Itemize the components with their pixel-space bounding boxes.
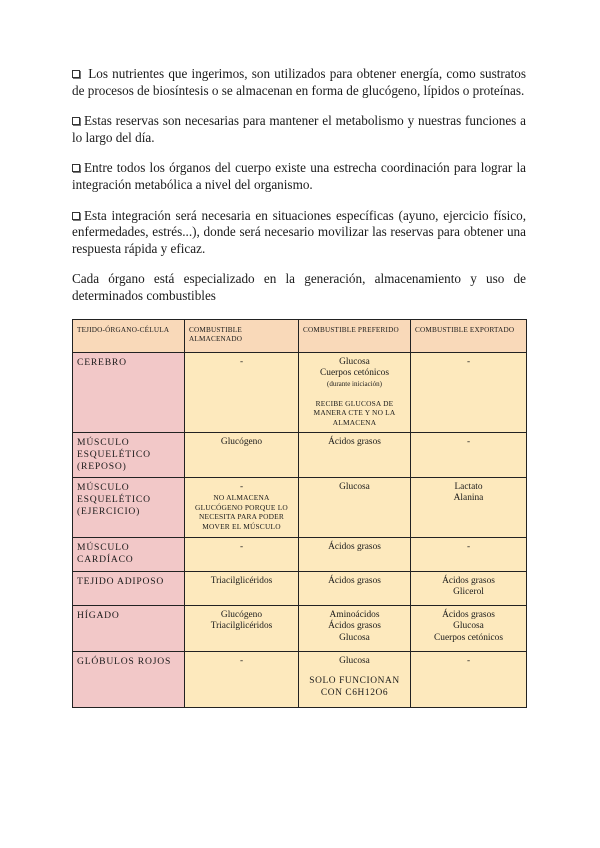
organ-cell: HÍGADO xyxy=(73,605,185,651)
checkbox-bullet-icon xyxy=(72,164,80,172)
preferred-cell: Ácidos grasos xyxy=(299,571,411,605)
fuel-table xyxy=(72,319,527,708)
table-row xyxy=(73,352,527,432)
checkbox-bullet-icon xyxy=(72,212,80,220)
table-row xyxy=(73,477,527,537)
preferred-cell: Glucosa xyxy=(299,477,411,537)
exported-cell: Ácidos grasos Glicerol xyxy=(411,571,527,605)
table-row xyxy=(73,605,527,651)
header-tissue: TEJIDO-ÓRGANO-CÉLULA xyxy=(73,319,185,352)
checkbox-bullet-icon xyxy=(72,70,80,78)
checkbox-bullet-icon xyxy=(72,117,80,125)
organ-cell: GLÓBULOS ROJOS xyxy=(73,651,185,707)
exported-cell: Lactato Alanina xyxy=(411,477,527,537)
header-stored: COMBUSTIBLE ALMACENADO xyxy=(185,319,299,352)
exported-cell: - xyxy=(411,432,527,477)
stored-cell: - xyxy=(185,537,299,571)
intro-text: Cada órgano está especializado en la generación, almacenamiento y uso de determinados combustibles xyxy=(72,271,526,303)
preferred-cell: Ácidos grasos xyxy=(299,537,411,571)
header-preferred: COMBUSTIBLE PREFERIDO xyxy=(299,319,411,352)
stored-cell: Triacilglicéridos xyxy=(185,571,299,605)
table-header-row xyxy=(73,319,527,352)
paragraph-2: Estas reservas son necesarias para mantener el metabolismo y nuestras funciones a lo largo del día. xyxy=(72,113,526,145)
exported-cell: Ácidos grasos Glucosa Cuerpos cetónicos xyxy=(411,605,527,651)
table-row xyxy=(73,537,527,571)
organ-cell: CEREBRO xyxy=(73,352,185,432)
preferred-cell: Aminoácidos Ácidos grasos Glucosa xyxy=(299,605,411,651)
document-page xyxy=(72,66,526,708)
table-row xyxy=(73,571,527,605)
paragraph-4: Esta integración será necesaria en situaciones específicas (ayuno, ejercicio físico, enfermedades, estrés...), donde será necesario movilizar las reservas para obtener una respuesta rápida y eficaz. xyxy=(72,207,526,256)
stored-cell: - NO ALMACENA GLUCÓGENO PORQUE LO NECESITA PARA PODER MOVER EL MÚSCULO xyxy=(185,477,299,537)
header-exported: COMBUSTIBLE EXPORTADO xyxy=(411,319,527,352)
exported-cell: - xyxy=(411,352,527,432)
organ-cell: MÚSCULO ESQUELÉTICO (REPOSO) xyxy=(73,432,185,477)
stored-cell: - xyxy=(185,352,299,432)
table-row xyxy=(73,432,527,477)
preferred-cell: Glucosa SOLO FUNCIONAN CON C6H12O6 xyxy=(299,651,411,707)
organ-cell: TEJIDO ADIPOSO xyxy=(73,571,185,605)
organ-cell: MÚSCULO CARDÍACO xyxy=(73,537,185,571)
exported-cell: - xyxy=(411,537,527,571)
exported-cell: - xyxy=(411,651,527,707)
preferred-cell: Ácidos grasos xyxy=(299,432,411,477)
preferred-cell: Glucosa Cuerpos cetónicos (durante iniciación) RECIBE GLUCOSA DE MANERA CTE Y NO LA ALMACENA xyxy=(299,352,411,432)
stored-cell: Glucógeno Triacilglicéridos xyxy=(185,605,299,651)
stored-cell: - xyxy=(185,651,299,707)
organ-cell: MÚSCULO ESQUELÉTICO (EJERCICIO) xyxy=(73,477,185,537)
paragraph-1: Los nutrientes que ingerimos, son utilizados para obtener energía, como sustratos de procesos de biosíntesis o se almacenan en forma de glucógeno, lípidos o proteínas. xyxy=(72,66,527,98)
stored-cell: Glucógeno xyxy=(185,432,299,477)
table-row xyxy=(73,651,527,707)
paragraph-3: Entre todos los órganos del cuerpo existe una estrecha coordinación para lograr la integración metabólica a nivel del organismo. xyxy=(72,160,526,192)
